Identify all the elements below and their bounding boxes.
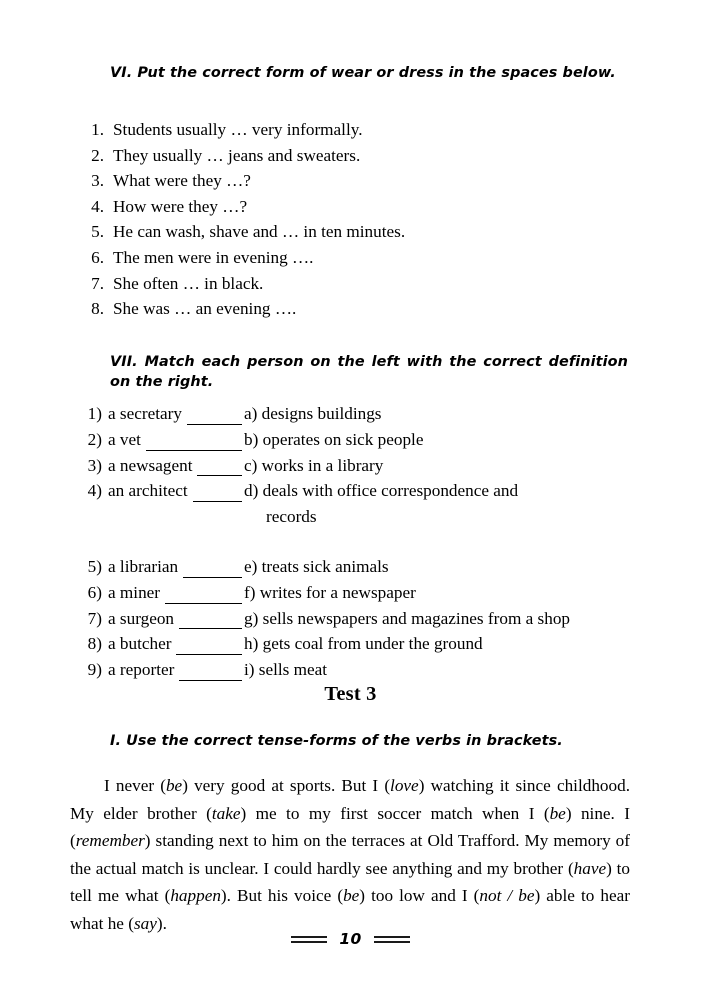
answer-blank[interactable]	[183, 577, 242, 578]
match-right-entry	[244, 606, 648, 632]
match-left-label: a secretary	[108, 404, 182, 423]
verb-cue-10: say	[133, 913, 157, 933]
match-list-spacer	[78, 530, 648, 554]
list-item-index: 5.	[91, 222, 104, 242]
verb-cue-03: take	[211, 803, 241, 823]
match-row	[78, 453, 648, 479]
list-item-text: The men were in evening ….	[113, 247, 314, 267]
match-left-entry	[78, 427, 244, 453]
match-right-text: designs buildings	[261, 404, 382, 423]
exercise-i-heading-text: Use the correct tense-forms of the verbs in brackets.	[121, 733, 563, 749]
answer-blank[interactable]	[179, 628, 242, 629]
list-item-index: 6.	[91, 247, 104, 267]
match-right-entry	[244, 401, 648, 427]
footer-rule-left-icon	[291, 936, 327, 943]
match-right-text-continued: records	[266, 507, 317, 527]
paragraph-text-11: ).	[156, 913, 167, 933]
answer-blank[interactable]	[165, 603, 242, 604]
list-item-index: 1.	[91, 120, 104, 139]
list-item-index: 3.	[91, 171, 104, 191]
answer-blank[interactable]	[176, 654, 242, 655]
answer-blank[interactable]	[179, 680, 242, 681]
answer-blank[interactable]	[187, 424, 242, 425]
match-right-text: sells newspapers and magazines from a shop	[262, 608, 571, 628]
list-item-index: 2.	[91, 145, 104, 165]
match-left-entry	[78, 580, 244, 606]
match-right-index: a)	[244, 404, 258, 423]
match-left-index: 9)	[87, 660, 102, 680]
match-row	[78, 606, 648, 632]
match-right-entry	[244, 478, 648, 530]
exercise-vi-list	[78, 117, 598, 322]
match-left-label: a newsagent	[108, 455, 193, 475]
match-right-entry	[244, 657, 648, 683]
list-item	[78, 245, 598, 271]
match-left-label: a miner	[108, 582, 161, 602]
list-item	[78, 143, 598, 169]
verb-cue-06: have	[573, 858, 607, 878]
match-row	[78, 631, 648, 657]
paragraph-text-09: ) too low and I (	[359, 886, 480, 905]
paragraph-text-05: ) nine. I (	[70, 803, 630, 850]
list-item-index: 7.	[91, 273, 104, 293]
match-right-index: d)	[244, 481, 259, 501]
paragraph-text-08: ). But his voice (	[220, 886, 344, 905]
match-left-label: a butcher	[108, 634, 172, 654]
match-right-text: sells meat	[258, 660, 328, 680]
match-right-entry	[244, 554, 648, 580]
exercise-vii-heading-text: Match each person on the left with the correct definition on the right.	[110, 354, 628, 390]
match-right-index: i)	[244, 660, 255, 680]
match-left-entry	[78, 657, 244, 683]
list-item-text: They usually … jeans and sweaters.	[113, 145, 361, 165]
list-item	[78, 194, 598, 220]
list-item-index: 4.	[91, 196, 104, 216]
match-right-text: operates on sick people	[262, 429, 424, 449]
test-title: Test 3	[324, 683, 377, 705]
list-item-text: She often … in black.	[113, 273, 264, 293]
match-right-text: works in a library	[261, 455, 384, 475]
verb-cue-09: not / be	[479, 886, 535, 905]
match-row	[78, 580, 648, 606]
footer-rule-right-icon	[374, 936, 410, 943]
paragraph-text-02: ) very good at sports. But I (	[182, 776, 391, 795]
verb-cue-08: be	[343, 886, 360, 905]
paragraph-text-07: ) to tell me what (	[70, 858, 631, 905]
match-left-index: 3)	[87, 455, 102, 475]
verb-cue-01: be	[165, 776, 183, 795]
match-left-label: a surgeon	[108, 608, 175, 628]
match-left-label: a librarian	[108, 556, 179, 576]
list-item-text: He can wash, shave and … in ten minutes.	[113, 222, 406, 242]
list-item	[78, 117, 598, 143]
match-left-index: 8)	[87, 634, 102, 654]
match-row	[78, 478, 648, 530]
match-right-index: e)	[244, 556, 258, 576]
match-left-index: 6)	[87, 582, 102, 602]
exercise-vii-heading	[110, 352, 628, 392]
list-item-text: She was … an evening ….	[113, 299, 297, 319]
exercise-vi-heading	[110, 63, 622, 83]
match-left-label: a vet	[108, 429, 141, 449]
exercise-vi-heading-pre: Put the correct form of	[132, 65, 332, 81]
list-item-text: Students usually … very informally.	[113, 120, 363, 139]
exercise-vi-heading-word1: wear	[331, 65, 372, 81]
list-item-index: 8.	[91, 299, 104, 319]
match-right-index: b)	[244, 429, 259, 449]
exercise-vii-match-list	[78, 401, 648, 683]
match-left-entry	[78, 453, 244, 479]
match-right-entry	[244, 580, 648, 606]
match-left-index: 7)	[87, 608, 102, 628]
match-right-text: treats sick animals	[261, 556, 389, 576]
verb-cue-02: love	[390, 776, 419, 795]
match-left-index: 4)	[87, 481, 102, 501]
exercise-vii-label: VII.	[110, 354, 138, 370]
match-left-entry	[78, 606, 244, 632]
match-right-entry	[244, 631, 648, 657]
exercise-i-label: I.	[110, 733, 122, 749]
list-item	[78, 296, 598, 322]
paragraph-text-06: ) standing next to him on the terraces at Old Trafford. My memory of the actual match is unclear. I could hardly see anything and my brother (	[70, 831, 630, 878]
verb-cue-07: happen	[170, 886, 221, 905]
match-left-index: 2)	[87, 429, 102, 449]
exercise-vi-label: VI.	[110, 65, 133, 81]
match-right-index: g)	[244, 608, 259, 628]
match-right-index: c)	[244, 455, 258, 475]
match-left-index: 1)	[87, 404, 102, 423]
match-row	[78, 657, 648, 683]
exercise-i-heading	[110, 731, 630, 751]
match-right-text: deals with office correspondence and	[262, 481, 519, 501]
match-left-label: a reporter	[108, 660, 175, 680]
match-left-entry	[78, 554, 244, 580]
match-left-entry	[78, 478, 244, 504]
answer-blank[interactable]	[197, 475, 242, 476]
match-left-entry	[78, 401, 244, 427]
paragraph-text-04: ) me to my first soccer match when I (	[240, 803, 550, 823]
exercise-vi-heading-mid: or	[371, 65, 399, 81]
match-row	[78, 554, 648, 580]
answer-blank[interactable]	[193, 501, 242, 502]
paragraph-text-03: ) watching it since childhood. My elder brother (	[70, 776, 630, 823]
list-item	[78, 219, 598, 245]
match-left-index: 5)	[87, 556, 102, 576]
match-left-label: an architect	[108, 481, 188, 501]
paragraph-text-01: I never (	[104, 776, 166, 795]
match-row	[78, 427, 648, 453]
match-left-entry	[78, 631, 244, 657]
verb-cue-04: be	[549, 803, 566, 823]
answer-blank[interactable]	[146, 450, 242, 451]
match-right-text: gets coal from under the ground	[262, 634, 483, 654]
match-right-entry	[244, 427, 648, 453]
list-item	[78, 271, 598, 297]
list-item-text: How were they …?	[113, 196, 248, 216]
list-item	[78, 168, 598, 194]
match-right-entry	[244, 453, 648, 479]
match-row	[78, 401, 648, 427]
verb-cue-05: remember	[75, 831, 145, 850]
page-footer	[0, 932, 701, 948]
paragraph-text-10: ) able to hear what he (	[70, 886, 631, 933]
match-right-index: f)	[244, 582, 256, 602]
list-item-text: What were they …?	[113, 171, 251, 191]
match-right-index: h)	[244, 634, 259, 654]
match-right-text: writes for a newspaper	[259, 582, 416, 602]
exercise-vi-heading-post: in the spaces below.	[443, 65, 616, 81]
test3-paragraph	[70, 772, 630, 937]
page-number: 10	[339, 930, 362, 948]
exercise-vi-heading-word2: dress	[398, 65, 444, 81]
